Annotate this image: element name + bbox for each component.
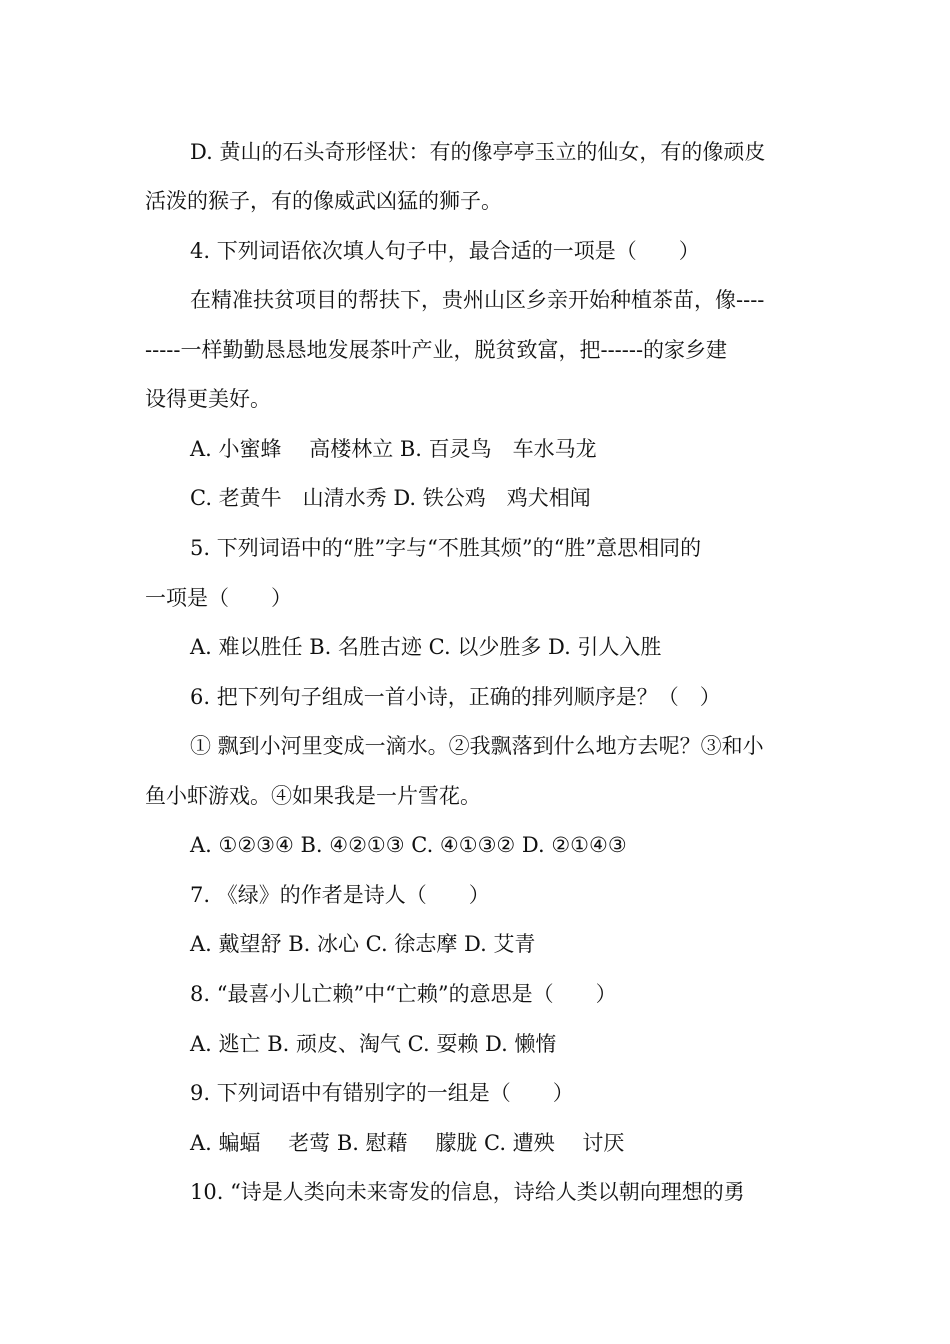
option-d-line-2: 活泼的猴子，有的像威武凶猛的狮子。 [145,189,502,213]
question-10: 10. “诗是人类向未来寄发的信息，诗给人类以朝向理想的勇 [190,1180,745,1204]
question-6-sentences-line-2: 鱼小虾游戏。④如果我是一片雪花。 [145,784,481,808]
question-4: 4. 下列词语依次填人句子中，最合适的一项是（ ） [190,239,700,263]
question-9: 9. 下列词语中有错别字的一组是（ ） [190,1081,574,1105]
question-4-passage-line-2: -----一样勤勤恳恳地发展茶叶产业，脱贫致富，把------的家乡建 [145,338,728,362]
question-5-line-2: 一项是（ ） [145,586,292,610]
question-6: 6. 把下列句子组成一首小诗，正确的排列顺序是？（ ） [190,685,721,709]
question-4-options-ab: A. 小蜜蜂 高楼林立 B. 百灵鸟 车水马龙 [190,437,597,461]
question-6-sentences-line-1: ① 飘到小河里变成一滴水。②我飘落到什么地方去呢？③和小 [190,734,764,758]
question-6-options: A. ①②③④ B. ④②①③ C. ④①③② D. ②①④③ [190,833,627,857]
question-4-passage-line-1: 在精准扶贫项目的帮扶下，贵州山区乡亲开始种植茶苗，像---- [190,288,765,312]
question-8-options: A. 逃亡 B. 顽皮、淘气 C. 耍赖 D. 懒惰 [190,1032,557,1056]
question-7-options: A. 戴望舒 B. 冰心 C. 徐志摩 D. 艾青 [190,932,536,956]
question-7: 7. 《绿》的作者是诗人（ ） [190,883,490,907]
option-d-line-1: D. 黄山的石头奇形怪状：有的像亭亭玉立的仙女，有的像顽皮 [190,140,766,164]
question-5-options: A. 难以胜任 B. 名胜古迹 C. 以少胜多 D. 引人入胜 [190,635,662,659]
question-5-line-1: 5. 下列词语中的“胜”字与“不胜其烦”的“胜”意思相同的 [190,536,702,560]
question-4-options-cd: C. 老黄牛 山清水秀 D. 铁公鸡 鸡犬相闻 [190,486,591,510]
question-8: 8. “最喜小儿亡赖”中“亡赖”的意思是（ ） [190,982,617,1006]
question-4-passage-line-3: 设得更美好。 [145,387,271,411]
question-9-options: A. 蝙蝠 老莺 B. 慰藉 朦胧 C. 遭殃 讨厌 [190,1131,625,1155]
